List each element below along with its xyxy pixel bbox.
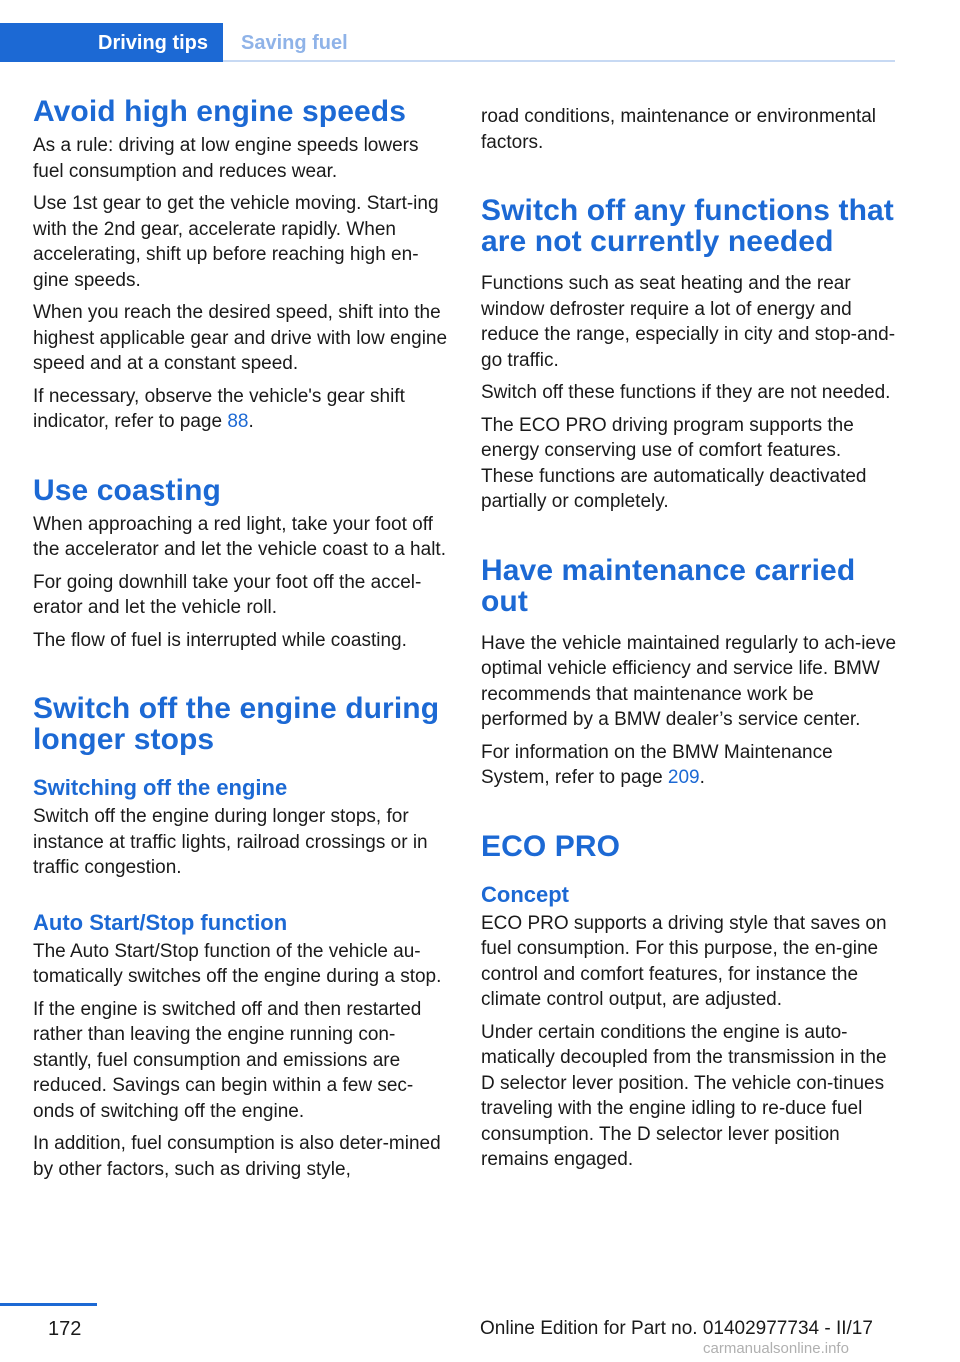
heading-avoid-high-engine-speeds: Avoid high engine speeds [33, 95, 407, 128]
paragraph: ECO PRO supports a driving style that saves on fuel consumption. For this purpose, the en‐gine control and comfort features, for instance the climate control output, are adjusted. [481, 912, 887, 1010]
heading-switch-off-engine: Switch off the engine during longer stops [33, 692, 440, 756]
subheading-switching-off-engine: Switching off the engine [33, 775, 288, 800]
spacer [481, 162, 897, 195]
paragraph: Switch off these functions if they are not needed. [481, 382, 891, 403]
spacer [481, 263, 897, 271]
footer-accent-rule [0, 1303, 97, 1306]
subheading-auto-start-stop: Auto Start/Stop function [33, 909, 288, 935]
spacer [33, 660, 449, 693]
spacer [481, 798, 897, 831]
spacer [33, 761, 449, 775]
paragraph: Have the vehicle maintained regularly to ach‐ieve optimal vehicle efficiency and service life. BMW recommends that maintenance work be performed by a BMW dealer’s service center. [481, 632, 897, 730]
page-number: 172 [48, 1318, 82, 1340]
paragraph: Functions such as seat heating and the rear window defroster require a lot of energy and reduce the range, especially in city and stop-and-go traffic. [481, 273, 896, 371]
paragraph-gear-shift-ref: If necessary, observe the vehicle's gear shift indicator, refer to page 88. [33, 385, 405, 432]
paragraph-text: For information on the BMW Maintenance System, refer to page [481, 741, 833, 788]
paragraph: As a rule: driving at low engine speeds lowers fuel consumption and reduces wear. [33, 135, 419, 182]
page-link-209[interactable]: 209 [667, 767, 700, 788]
paragraph: If the engine is switched off and then restarted rather than leaving the engine running con‐stantly, fuel consumption and emissions are reduced. Savings can begin within a few sec‐onds of switching off the engine. [33, 998, 422, 1122]
spacer [481, 522, 897, 555]
spacer [481, 623, 897, 631]
heading-have-maintenance: Have maintenance carried out [481, 553, 856, 618]
paragraph: Under certain conditions the engine is auto‐matically decoupled from the transmission in the D selector lever position. The vehicle con‐tinues traveling with the engine idling to re‐duce fuel consumption. The D selector lever position remains engaged. [481, 1021, 887, 1170]
watermark: carmanualsonline.info [703, 1340, 849, 1357]
paragraph-maintenance-ref: For information on the BMW Maintenance System, refer to page 209. [481, 741, 833, 788]
paragraph: In addition, fuel consumption is also deter‐mined by other factors, such as driving style, [33, 1133, 441, 1180]
paragraph: The Auto Start/Stop function of the vehicle au‐tomatically switches off the engine during a stop. [33, 940, 442, 987]
page-link-88[interactable]: 88 [227, 411, 249, 432]
edition-note: Online Edition for Part no. 01402977734 - II/17 [480, 1318, 873, 1339]
paragraph: Use 1st gear to get the vehicle moving. Start‐ing with the 2nd gear, accelerate rapidly. When accelerating, shift up before reaching high en‐gine speeds. [33, 193, 439, 291]
paragraph: Switch off the engine during longer stops, for instance at traffic lights, railroad crossings or in traffic congestion. [33, 806, 428, 878]
left-column [33, 96, 449, 1189]
paragraph-text: If necessary, observe the vehicle's gear shift indicator, refer to page [33, 385, 405, 432]
chapter-tab-driving-tips[interactable]: Driving tips [0, 23, 223, 62]
section-tab-saving-fuel[interactable]: Saving fuel [241, 32, 348, 54]
paragraph: The ECO PRO driving program supports the energy conserving use of comfort features. These functions are automatically deactivated partially or completely. [481, 414, 867, 512]
heading-eco-pro: ECO PRO [481, 829, 621, 863]
header-divider [223, 60, 895, 62]
spacer [481, 868, 897, 882]
paragraph: For going downhill take your foot off the accel‐erator and let the vehicle roll. [33, 571, 422, 618]
paragraph: When approaching a red light, take your foot off the accelerator and let the vehicle coast to a halt. [33, 513, 446, 560]
spacer [33, 888, 449, 910]
paragraph: When you reach the desired speed, shift into the highest applicable gear and drive with low engine speed and at a constant speed. [33, 302, 448, 374]
paragraph-continued: road conditions, maintenance or environmental factors. [481, 106, 877, 153]
subheading-concept: Concept [481, 881, 569, 907]
paragraph: The flow of fuel is interrupted while coasting. [33, 629, 407, 651]
right-column [481, 104, 897, 1180]
heading-switch-off-functions: Switch off any functions that are not currently needed [481, 194, 894, 258]
heading-use-coasting: Use coasting [33, 473, 221, 507]
spacer [33, 442, 449, 475]
page-header [0, 0, 960, 62]
